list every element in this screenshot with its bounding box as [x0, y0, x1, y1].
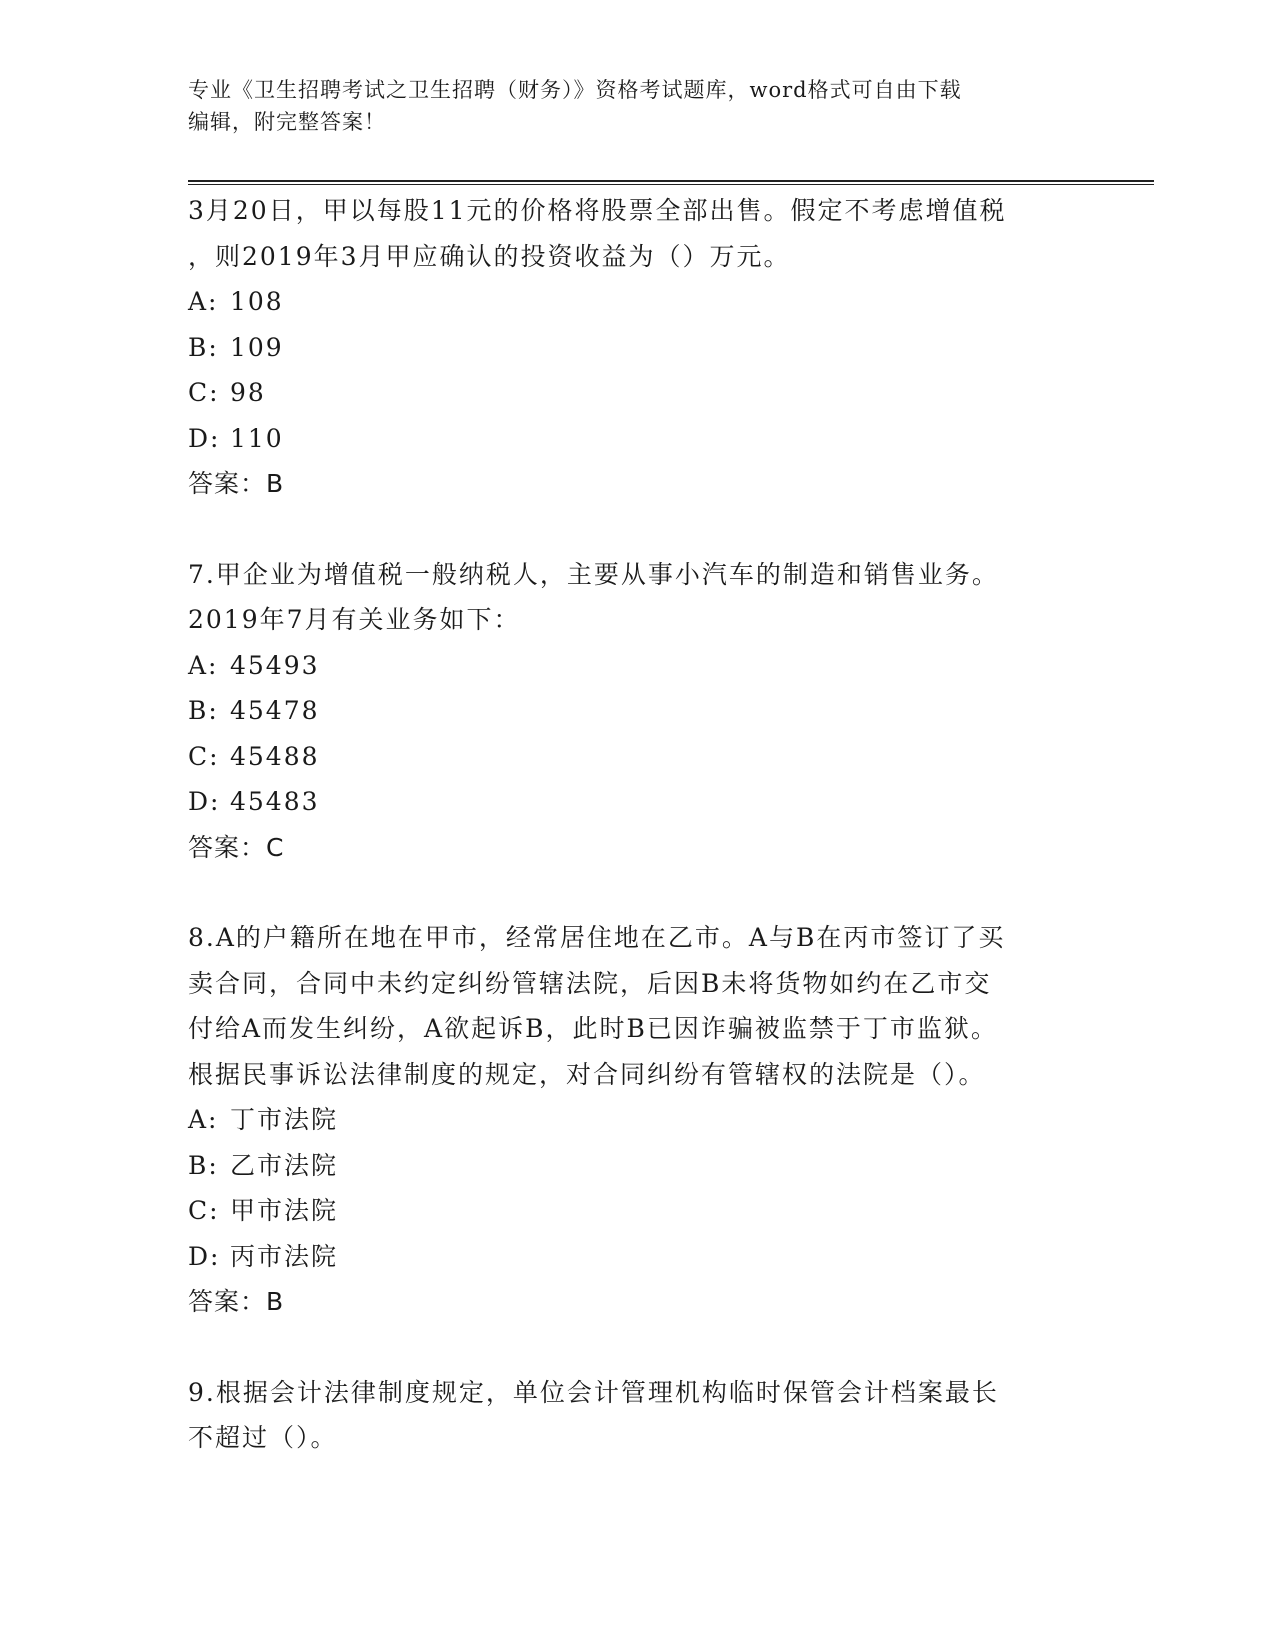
option-text: 乙市法院: [230, 1150, 339, 1180]
answer-line: 答案：B: [188, 1287, 285, 1316]
question-block: [188, 188, 1088, 507]
answer-line: 答案：C: [188, 832, 285, 862]
option-text: 109: [230, 332, 284, 362]
option-c: [188, 734, 1088, 780]
option-d: [188, 416, 1088, 462]
option-d: [188, 1234, 1088, 1280]
header-divider-thin: [188, 184, 1154, 185]
question-stem-line: 根据民事诉讼法律制度的规定，对合同纠纷有管辖权的法院是（）。: [188, 1059, 986, 1089]
header-divider-thick: [188, 180, 1154, 182]
option-text: 45478: [230, 696, 320, 725]
option-label: A:: [188, 1105, 219, 1134]
option-label: D:: [188, 423, 221, 453]
question-stem-line: 2019年7月有关业务如下：: [188, 605, 521, 634]
option-label: A:: [188, 287, 219, 316]
question-list: [188, 188, 1088, 1461]
option-a: [188, 279, 1088, 325]
question-stem-line: 不超过（）。: [188, 1423, 338, 1452]
question-stem-line: 3月20日，甲以每股11元的价格将股票全部出售。假定不考虑增值税: [188, 196, 1007, 225]
question-block: [188, 552, 1088, 871]
option-text: 甲市法院: [230, 1196, 339, 1225]
option-b: [188, 688, 1088, 734]
option-label: D:: [188, 1241, 221, 1271]
option-label: C:: [188, 378, 220, 407]
option-text: 丙市法院: [230, 1241, 339, 1271]
option-label: C:: [188, 1196, 220, 1225]
option-label: A:: [188, 650, 219, 680]
header-line-1: 专业《卫生招聘考试之卫生招聘（财务）》资格考试题库，word格式可自由下载: [188, 78, 962, 102]
option-b: [188, 325, 1088, 371]
option-text: 110: [230, 423, 284, 453]
option-text: 108: [230, 287, 284, 316]
option-label: B:: [188, 1150, 219, 1180]
option-label: B:: [188, 332, 219, 362]
answer-line: 答案：B: [188, 469, 285, 498]
option-c: [188, 1188, 1088, 1234]
question-stem-line: 9.根据会计法律制度规定，单位会计管理机构临时保管会计档案最长: [188, 1377, 999, 1407]
question-stem-line: 卖合同，合同中未约定纠纷管辖法院，后因B未将货物如约在乙市交: [188, 968, 992, 998]
question-stem-line: 7.甲企业为增值税一般纳税人，主要从事小汽车的制造和销售业务。: [188, 559, 999, 589]
header-line-2: 编辑，附完整答案！: [188, 110, 386, 134]
option-label: D:: [188, 787, 221, 816]
question-stem-line: 付给A而发生纠纷，A欲起诉B，此时B已因诈骗被监禁于丁市监狱。: [188, 1014, 998, 1043]
option-label: C:: [188, 741, 220, 771]
option-label: B:: [188, 696, 219, 725]
option-text: 98: [230, 378, 266, 407]
option-text: 45493: [230, 650, 320, 680]
option-text: 45483: [230, 787, 320, 816]
option-text: 丁市法院: [230, 1105, 339, 1134]
question-spacer: [188, 1325, 1088, 1370]
option-d: [188, 779, 1088, 825]
question-stem-line: ，则2019年3月甲应确认的投资收益为（）万元。: [188, 241, 791, 271]
option-a: [188, 1097, 1088, 1143]
option-text: 45488: [230, 741, 320, 771]
question-block: [188, 1370, 1088, 1461]
question-spacer: [188, 507, 1088, 552]
document-header: [188, 74, 1088, 138]
option-b: [188, 1143, 1088, 1189]
option-a: [188, 643, 1088, 689]
question-block: [188, 915, 1088, 1325]
question-spacer: [188, 870, 1088, 915]
question-stem-line: 8.A的户籍所在地在甲市，经常居住地在乙市。A与B在丙市签订了买: [188, 923, 1006, 952]
option-c: [188, 370, 1088, 416]
